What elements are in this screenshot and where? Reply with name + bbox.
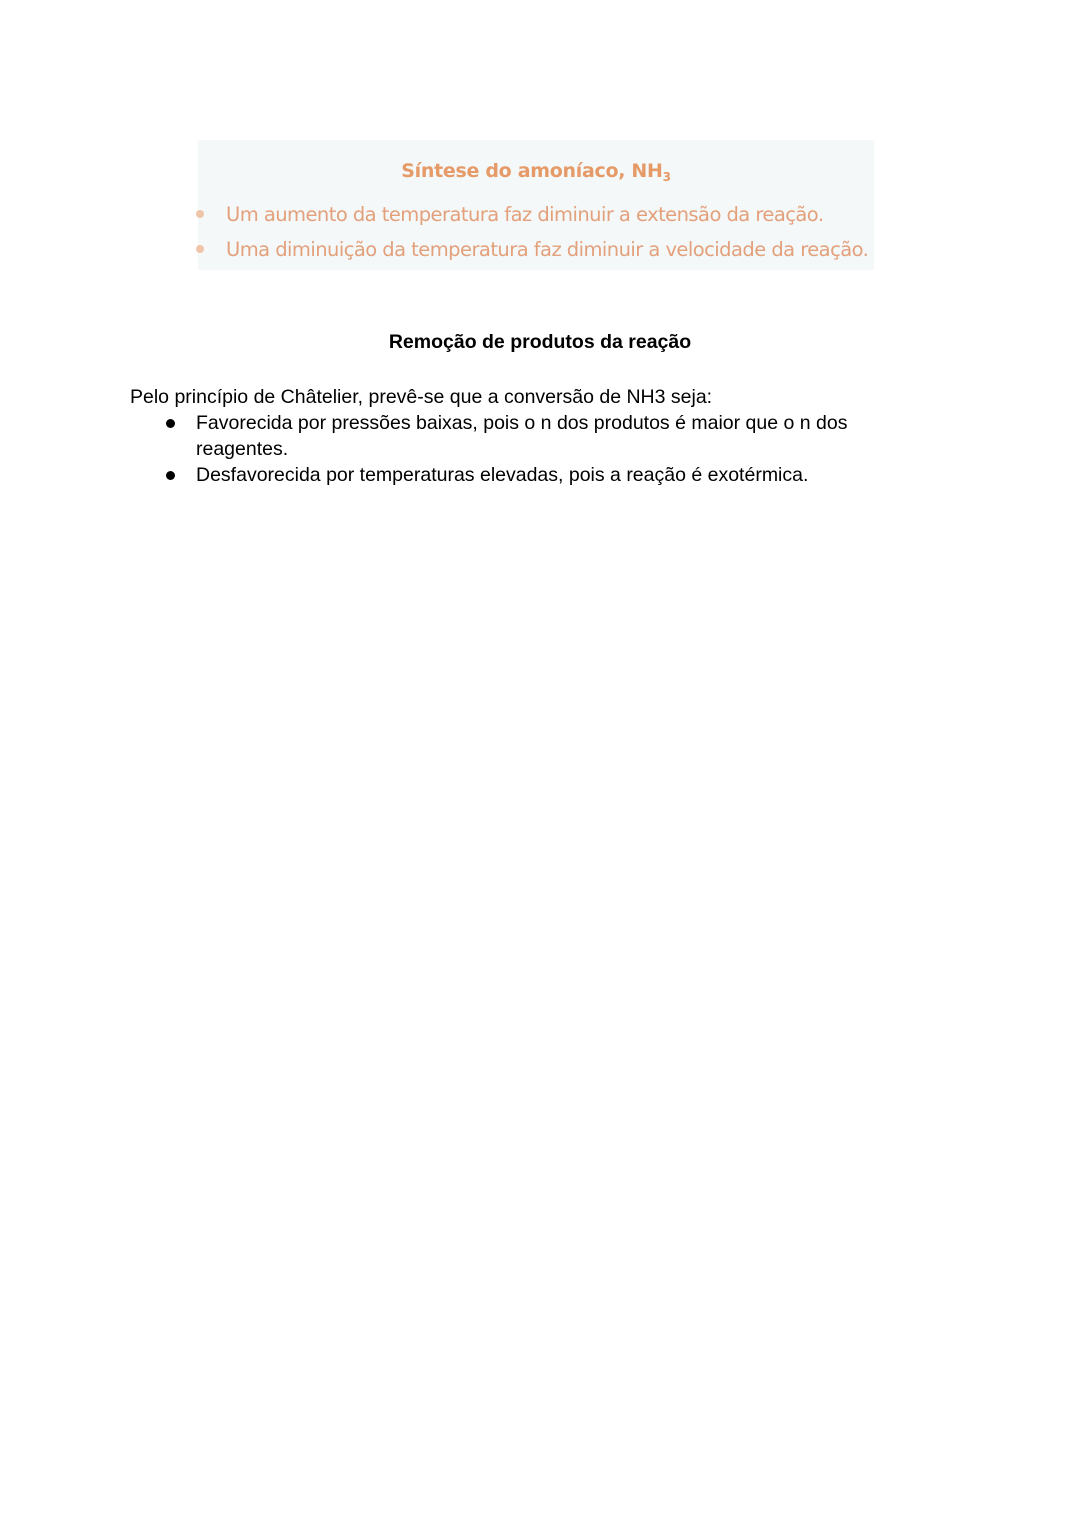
bullet-list-item [162, 462, 896, 488]
bullet-list [162, 410, 896, 488]
bullet-dot-icon [166, 471, 175, 480]
figure-list-item [198, 236, 868, 262]
bullet-text: Desfavorecida por temperaturas elevadas, pois a reação é exotérmica. [196, 464, 809, 486]
figure-list-item-text: Uma diminuição da temperatura faz diminuir a velocidade da reação. [226, 237, 869, 261]
figure-image-ammonia-synthesis [198, 140, 874, 270]
figure-title-subscript: 3 [662, 170, 671, 184]
bullet-list-item [162, 410, 896, 462]
bullet-text: Favorecida por pressões baixas, pois o n dos produtos é maior que o n dos reagentes. [196, 412, 848, 460]
intro-paragraph: Pelo princípio de Châtelier, prevê-se que a conversão de NH3 seja: [130, 386, 713, 408]
figure-title-text: Síntese do amoníaco, NH [401, 160, 663, 182]
bullet-dot-icon [196, 210, 204, 218]
bullet-dot-icon [196, 245, 204, 253]
bullet-dot-icon [166, 419, 175, 428]
figure-list-item [198, 201, 824, 227]
figure-list-item-text: Um aumento da temperatura faz diminuir a extensão da reação. [226, 202, 824, 226]
figure-title [198, 160, 874, 184]
section-heading: Remoção de produtos da reação [388, 331, 692, 353]
